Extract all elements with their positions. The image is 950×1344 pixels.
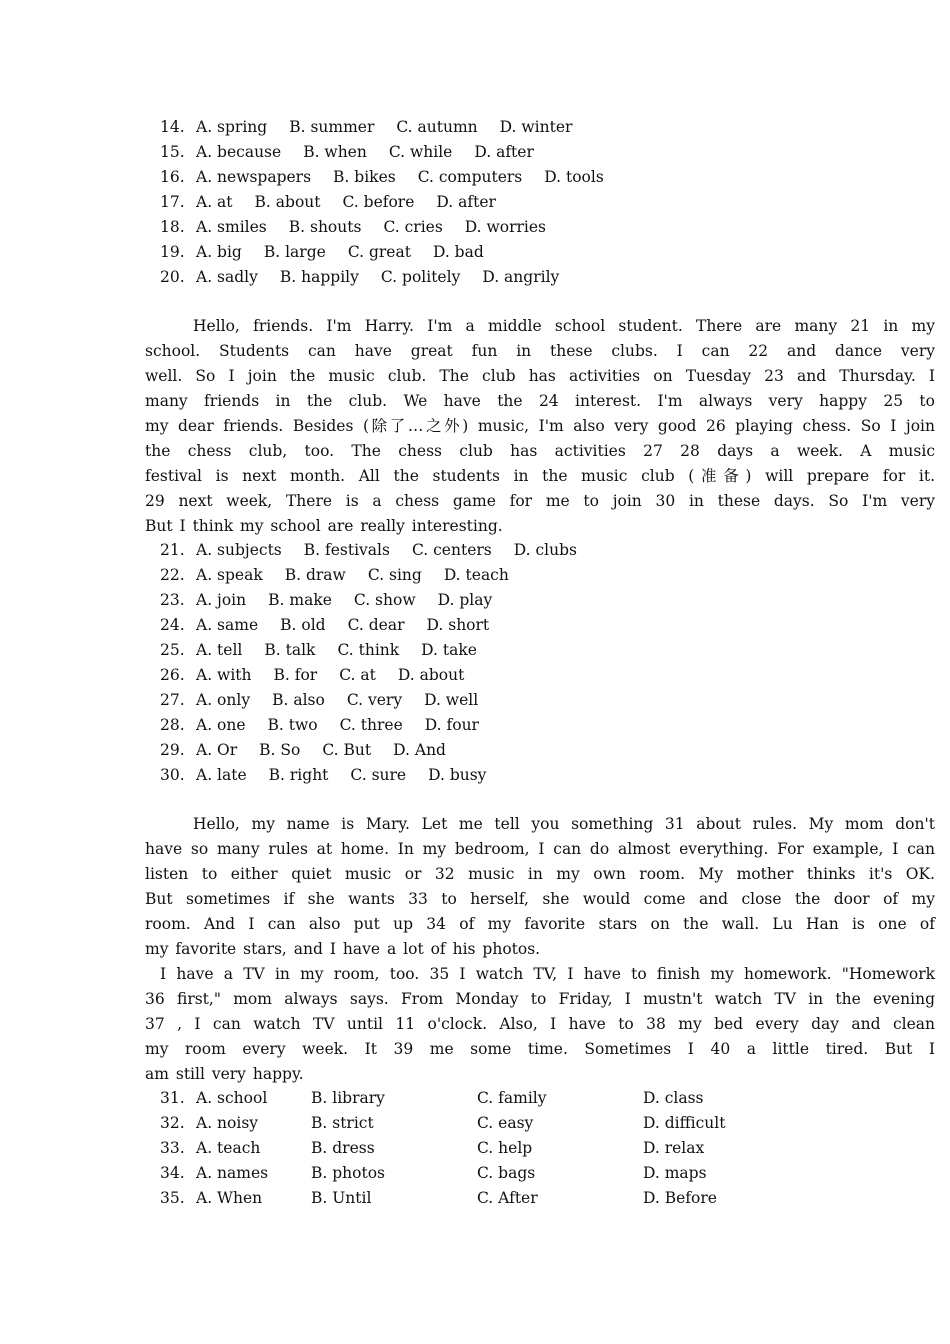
option-b[interactable]: B. old (280, 616, 326, 634)
question-number: 33. (160, 1139, 185, 1157)
question-number: 34. (160, 1164, 185, 1182)
option-row (160, 1163, 743, 1183)
option-b[interactable]: B. shouts (288, 218, 362, 236)
question-number: 30. (160, 766, 185, 784)
option-d[interactable]: D. busy (428, 766, 487, 784)
option-a[interactable]: A. smiles (196, 218, 267, 236)
question-number: 27. (160, 691, 185, 709)
option-c[interactable]: C. at (339, 666, 376, 684)
passage-line: I have a TV in my room, too. 35 I watch TV, I have to finish my homework. "Homework (160, 965, 935, 983)
option-c[interactable]: C. easy (477, 1114, 534, 1132)
option-d[interactable]: D. difficult (643, 1114, 726, 1132)
option-a[interactable]: A. noisy (196, 1114, 259, 1132)
question-number: 29. (160, 741, 185, 759)
passage-line: 37 , I can watch TV until 11 o'clock. Also, I have to 38 my bed every day and clean (145, 1015, 935, 1033)
option-row (160, 565, 531, 585)
option-b[interactable]: B. right (268, 766, 329, 784)
passage-line: But sometimes if she wants 33 to herself, she would come and close the door of my (145, 890, 935, 908)
option-a[interactable]: A. same (196, 616, 259, 634)
option-row (160, 117, 594, 137)
option-b[interactable]: B. bikes (333, 168, 396, 186)
option-row (160, 540, 599, 560)
option-c[interactable]: C. cries (383, 218, 443, 236)
option-c[interactable]: C. politely (380, 268, 461, 286)
option-b[interactable]: B. Until (311, 1189, 372, 1207)
question-number: 14. (160, 118, 185, 136)
option-c[interactable]: C. great (347, 243, 411, 261)
option-row (160, 1088, 743, 1108)
option-c[interactable]: C. very (346, 691, 403, 709)
option-b[interactable]: B. two (267, 716, 318, 734)
option-c[interactable]: C. help (477, 1139, 533, 1157)
option-b[interactable]: B. photos (311, 1164, 385, 1182)
option-row (160, 615, 511, 635)
option-a[interactable]: A. school (196, 1089, 268, 1107)
option-d[interactable]: D. teach (443, 566, 509, 584)
option-c[interactable]: C. centers (411, 541, 492, 559)
option-d[interactable]: D. class (643, 1089, 704, 1107)
option-a[interactable]: A. join (196, 591, 247, 609)
option-b[interactable]: B. make (268, 591, 332, 609)
option-d[interactable]: D. relax (643, 1139, 705, 1157)
option-b[interactable]: B. draw (284, 566, 346, 584)
passage-line: the chess club, too. The chess club has activities 27 28 days a week. A music (145, 442, 935, 460)
option-b[interactable]: B. about (254, 193, 321, 211)
option-b[interactable]: B. library (311, 1089, 385, 1107)
option-a[interactable]: A. When (196, 1189, 263, 1207)
option-c[interactable]: C. before (342, 193, 415, 211)
option-b[interactable]: B. festivals (303, 541, 390, 559)
passage-line: Hello, my name is Mary. Let me tell you something 31 about rules. My mom don't (193, 815, 935, 833)
option-row (160, 1188, 743, 1208)
option-row (160, 665, 486, 685)
option-a[interactable]: A. names (196, 1164, 269, 1182)
option-d[interactable]: D. angrily (482, 268, 560, 286)
option-c[interactable]: C. show (353, 591, 416, 609)
passage-line: Hello, friends. I'm Harry. I'm a middle school student. There are many 21 in my (193, 317, 935, 335)
question-number: 31. (160, 1089, 185, 1107)
option-d[interactable]: D. take (421, 641, 477, 659)
option-row (160, 740, 468, 760)
option-d[interactable]: D. winter (499, 118, 573, 136)
passage-line: my room every week. It 39 me some time. Sometimes I 40 a little tired. But I (145, 1040, 935, 1058)
question-number: 25. (160, 641, 185, 659)
option-d[interactable]: D. play (437, 591, 493, 609)
option-a[interactable]: A. at (196, 193, 233, 211)
option-a[interactable]: A. tell (196, 641, 243, 659)
option-d[interactable]: D. after (436, 193, 496, 211)
option-d[interactable]: D. four (424, 716, 479, 734)
option-b[interactable]: B. strict (311, 1114, 374, 1132)
question-number: 28. (160, 716, 185, 734)
option-c[interactable]: C. dear (347, 616, 405, 634)
option-d[interactable]: D. tools (544, 168, 604, 186)
passage-line: But I think my school are really interesting. (145, 517, 503, 535)
question-number: 19. (160, 243, 185, 261)
option-a[interactable]: A. one (196, 716, 246, 734)
option-a[interactable]: A. newspapers (196, 168, 312, 186)
option-d[interactable]: D. worries (464, 218, 547, 236)
option-a[interactable]: A. speak (196, 566, 263, 584)
option-row (160, 1113, 743, 1133)
option-c[interactable]: C. But (322, 741, 372, 759)
passage-line: listen to either quiet music or 32 music in my own room. My mother thinks it's OK. (145, 865, 935, 883)
option-a[interactable]: A. sadly (196, 268, 258, 286)
option-a[interactable]: A. big (196, 243, 242, 261)
option-a[interactable]: A. late (196, 766, 247, 784)
option-c[interactable]: C. After (477, 1189, 538, 1207)
option-b[interactable]: B. large (263, 243, 326, 261)
option-b[interactable]: B. for (273, 666, 318, 684)
option-c[interactable]: C. family (477, 1089, 547, 1107)
option-d[interactable]: D. And (393, 741, 446, 759)
option-row (160, 217, 568, 237)
passage-line: 29 next week, There is a chess game for me to join 30 in these days. So I'm very (145, 492, 935, 510)
passage-line: have so many rules at home. In my bedroom, I can do almost everything. For example, I can (145, 840, 935, 858)
passage-line: my favorite stars, and I have a lot of his photos. (145, 940, 541, 958)
option-c[interactable]: C. think (337, 641, 400, 659)
option-a[interactable]: A. teach (196, 1139, 261, 1157)
option-row (160, 142, 556, 162)
option-d[interactable]: D. after (474, 143, 534, 161)
option-a[interactable]: A. with (196, 666, 252, 684)
passage-line: school. Students can have great fun in these clubs. I can 22 and dance very (145, 342, 935, 360)
passage-line: many friends in the club. We have the 24 interest. I'm always very happy 25 to (145, 392, 935, 410)
option-a[interactable]: A. spring (196, 118, 268, 136)
option-b[interactable]: B. when (303, 143, 367, 161)
option-row (160, 765, 508, 785)
passage-line: 36 first," mom always says. From Monday to Friday, I mustn't watch TV in the evening (145, 990, 935, 1008)
option-row (160, 715, 501, 735)
option-row (160, 192, 518, 212)
option-d[interactable]: D. well (424, 691, 479, 709)
option-row (160, 690, 500, 710)
passage-line: room. And I can also put up 34 of my favorite stars on the wall. Lu Han is one of (145, 915, 935, 933)
option-b[interactable]: B. dress (311, 1139, 375, 1157)
question-number: 18. (160, 218, 185, 236)
option-c[interactable]: C. sure (350, 766, 407, 784)
option-a[interactable]: A. Or (196, 741, 238, 759)
passage-line: my dear friends. Besides (除了…之外) music, I'm also very good 26 playing chess. So I join (145, 417, 935, 435)
question-number: 21. (160, 541, 185, 559)
option-c[interactable]: C. three (339, 716, 403, 734)
option-d[interactable]: D. short (426, 616, 490, 634)
option-d[interactable]: D. about (397, 666, 465, 684)
option-c[interactable]: C. while (388, 143, 453, 161)
question-number: 17. (160, 193, 185, 211)
question-number: 15. (160, 143, 185, 161)
option-a[interactable]: A. because (196, 143, 282, 161)
question-number: 24. (160, 616, 185, 634)
passage-line: festival is next month. All the students in the music club (准备) will prepare for it. (145, 467, 935, 485)
passage-line: am still very happy. (145, 1065, 304, 1083)
question-number: 22. (160, 566, 185, 584)
question-number: 26. (160, 666, 185, 684)
option-b[interactable]: B. summer (289, 118, 375, 136)
option-a[interactable]: A. only (196, 691, 251, 709)
option-row (160, 242, 506, 262)
option-row (160, 267, 581, 287)
option-b[interactable]: B. talk (264, 641, 316, 659)
question-number: 16. (160, 168, 185, 186)
option-b[interactable]: B. happily (279, 268, 359, 286)
option-row (160, 1138, 743, 1158)
question-number: 23. (160, 591, 185, 609)
option-d[interactable]: D. bad (432, 243, 484, 261)
option-c[interactable]: C. sing (367, 566, 422, 584)
option-b[interactable]: B. also (272, 691, 325, 709)
option-d[interactable]: D. Before (643, 1189, 717, 1207)
question-number: 32. (160, 1114, 185, 1132)
option-d[interactable]: D. clubs (513, 541, 577, 559)
option-a[interactable]: A. subjects (196, 541, 282, 559)
option-c[interactable]: C. computers (417, 168, 523, 186)
option-b[interactable]: B. So (259, 741, 301, 759)
option-row (160, 590, 514, 610)
option-d[interactable]: D. maps (643, 1164, 707, 1182)
option-row (160, 640, 499, 660)
question-number: 35. (160, 1189, 185, 1207)
option-c[interactable]: C. autumn (396, 118, 478, 136)
passage-line: well. So I join the music club. The club has activities on Tuesday 23 and Thursday. I (145, 367, 935, 385)
option-c[interactable]: C. bags (477, 1164, 536, 1182)
option-row (160, 167, 626, 187)
question-number: 20. (160, 268, 185, 286)
